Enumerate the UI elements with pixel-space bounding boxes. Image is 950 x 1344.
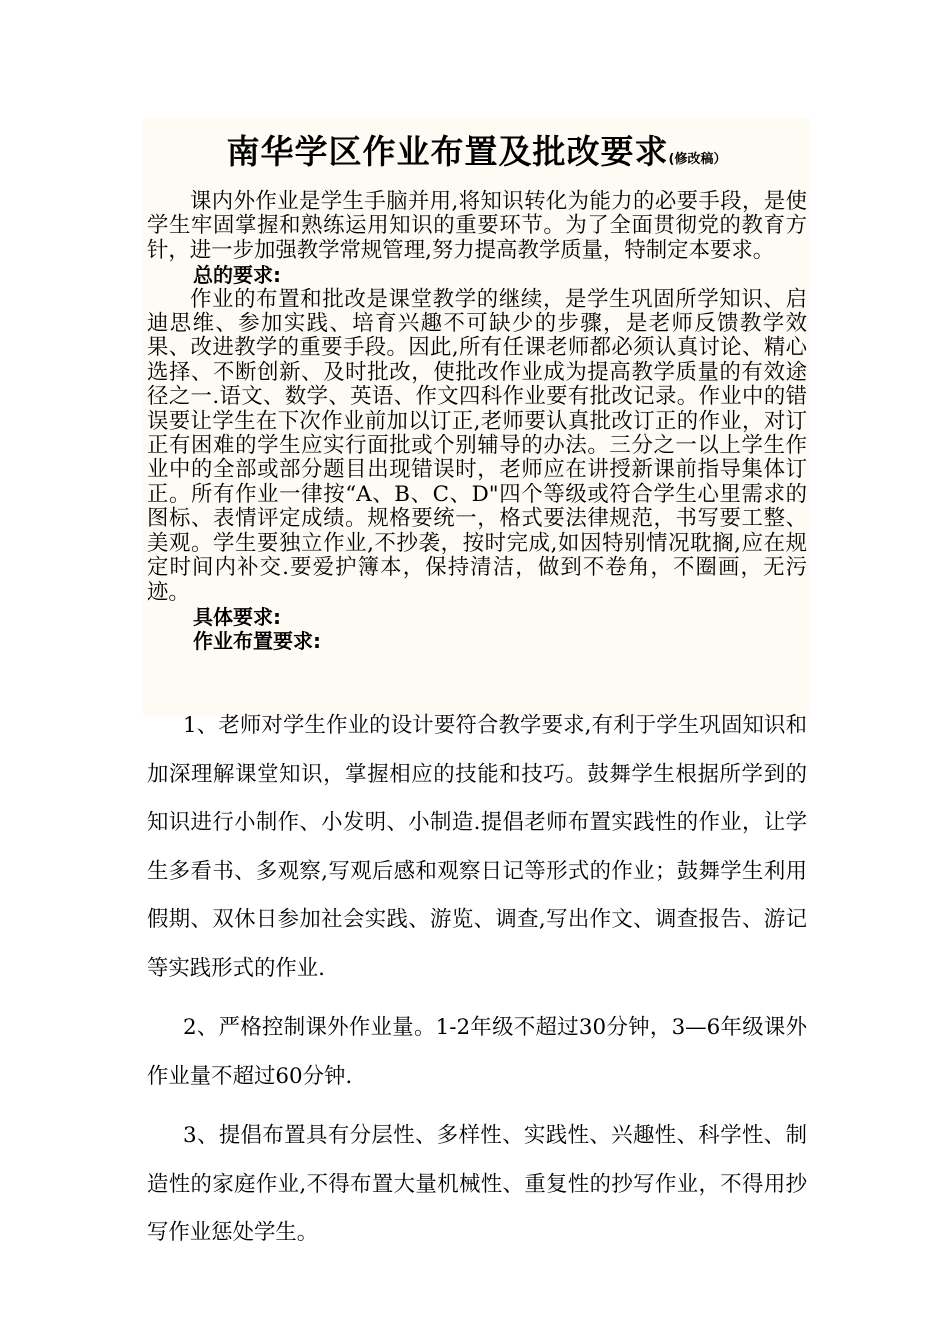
- assignment-requirements-heading: 作业布置要求:: [193, 629, 321, 654]
- document-title: [143, 126, 810, 173]
- title-main: 南华学区作业布置及批改要求: [226, 132, 669, 171]
- specific-requirements-heading: 具体要求:: [193, 604, 281, 629]
- requirement-item-2: 2、严格控制课外作业量。1-2年级不超过30分钟，3—6年级课外作业量不超过60分钟.: [147, 1015, 807, 1089]
- requirement-item-3: 3、提倡布置具有分层性、多样性、实践性、兴趣性、科学性、制造性的家庭作业,不得布置大量机械性、重复性的抄写作业，不得用抄写作业惩处学生。: [147, 1123, 807, 1245]
- requirement-item-1: 1、老师对学生作业的设计要符合教学要求,有利于学生巩固知识和加深理解课堂知识，掌握相应的技能和技巧。鼓舞学生根据所学到的知识进行小制作、小发明、小制造.提倡老师布置实践性的作业，让学生多看书、多观察,写观后感和观察日记等形式的作业；鼓舞学生利用假期、双休日参加社会实践、游览、调查,写出作文、调查报告、游记等实践形式的作业.: [147, 713, 807, 981]
- dense-section: [147, 190, 807, 654]
- general-requirements-paragraph: 作业的布置和批改是课堂教学的继续，是学生巩固所学知识、启迪思维、参加实践、培育兴趣不可缺少的步骤，是老师反馈教学效果、改进教学的重要手段。因此,所有任课老师都必须认真讨论、精心选择、不断创新、及时批改，使批改作业成为提高教学质量的有效途径之一.语文、数学、英语、作文四科作业要有批改记录。作业中的错误要让学生在下次作业前加以订正,老师要认真批改订正的作业，对订正有困难的学生应实行面批或个别辅导的办法。三分之一以上学生作业中的全部或部分题目出现错误时，老师应在讲授新课前指导集体订正。所有作业一律按“A、B、C、D"四个等级或符合学生心里需求的图标、表情评定成绩。规格要统一，格式要法律规范，书写要工整、美观。学生要独立作业,不抄袭，按时完成,如因特别情况耽搁,应在规定时间内补交.要爱护簿本，保持清洁，做到不卷角，不圈画，无污迹。: [147, 286, 807, 605]
- intro-paragraph: 课内外作业是学生手脑并用,将知识转化为能力的必要手段，是使学生牢固掌握和熟练运用知识的重要环节。为了全面贯彻党的教育方针，进一步加强教学常规管理,努力提高教学质量，特制定本要求。: [147, 189, 807, 263]
- title-note: (修改稿）: [668, 152, 727, 167]
- general-requirements-heading: 总的要求:: [193, 263, 281, 288]
- loose-section: [147, 702, 807, 1269]
